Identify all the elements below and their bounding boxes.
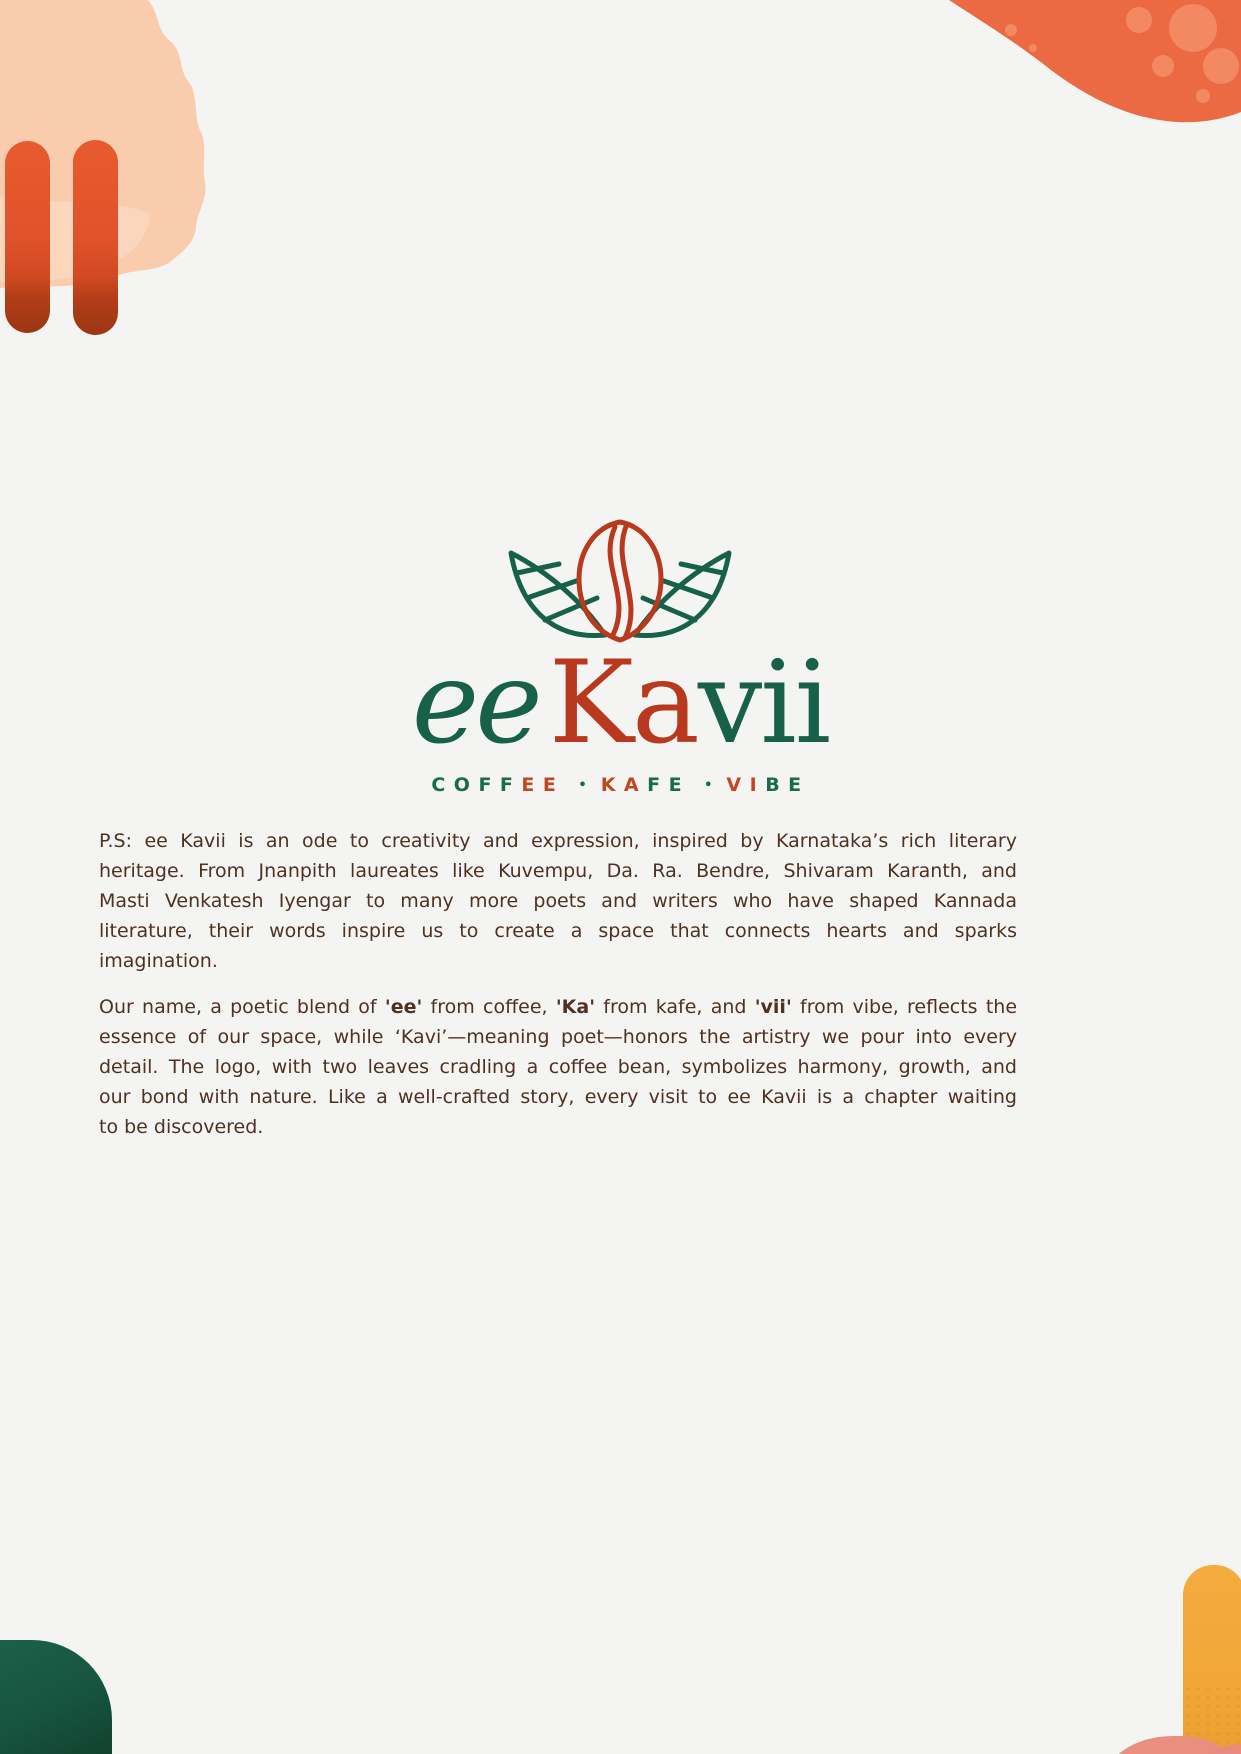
paragraph-line (99, 1022, 1017, 1052)
text-run: Our name, a poetic blend of (99, 996, 385, 1018)
text-run: to be discovered. (99, 1116, 264, 1138)
tagline-bullet: • (704, 778, 713, 793)
leaf-right-icon (635, 553, 729, 636)
orange-paint-stroke-left (5, 141, 50, 333)
wordmark-segment: ee (411, 636, 539, 769)
coffee-bean-icon (579, 522, 661, 640)
text-run: from coffee, (422, 996, 556, 1018)
paragraph-line (99, 992, 1017, 1022)
paragraph-line (99, 1112, 1017, 1142)
paragraph-line (99, 1052, 1017, 1082)
text-run: from vibe, reflects the (791, 996, 1018, 1018)
orange-blob-speckles (1005, 4, 1239, 103)
text-run: literature, their words inspire us to create a space that connects hearts and sparks (99, 920, 1017, 942)
text-run: Masti Venkatesh Iyengar to many more poets and writers who have shaped Kannada (99, 890, 1017, 912)
brand-tagline (0, 774, 1241, 796)
paragraph (99, 826, 1017, 976)
paragraph-line (99, 1082, 1017, 1112)
orange-blob-shape (949, 0, 1241, 122)
text-run: heritage. From Jnanpith laureates like Kuvempu, Da. Ra. Bendre, Shivaram Karanth, and (99, 860, 1017, 882)
paragraph-line (99, 916, 1017, 946)
yellow-corner-blob (1183, 1565, 1241, 1754)
ee-kavii-logo-icon (503, 519, 737, 643)
text-run: detail. The logo, with two leaves cradling a coffee bean, symbolizes harmony, growth, and (99, 1056, 1017, 1078)
bold-text-run: 'Ka' (555, 996, 596, 1018)
paragraph-line (99, 946, 1017, 976)
bold-text-run: 'vii' (754, 996, 792, 1018)
text-run: essence of our space, while ‘Kavi’—meaning poet—honors the artistry we pour into every (99, 1026, 1017, 1048)
wordmark-segment: vii (697, 636, 830, 769)
tagline-segment: BE (765, 774, 810, 796)
orange-corner-blob (941, 0, 1241, 150)
orange-paint-stroke-right (73, 140, 118, 335)
brand-wordmark (0, 636, 1241, 769)
paragraph-line (99, 856, 1017, 886)
tagline-segment: EE (521, 774, 565, 796)
text-run: P.S: ee Kavii is an ode to creativity and expression, inspired by Karnataka’s rich literary (99, 830, 1017, 852)
tagline-bullet: • (578, 778, 587, 793)
pink-corner-blob-small (1206, 1744, 1241, 1754)
text-run: our bond with nature. Like a well-crafted story, every visit to ee Kavii is a chapter waiting (99, 1086, 1017, 1108)
paragraph-line (99, 886, 1017, 916)
tagline-segment: VI (726, 774, 766, 796)
green-corner-blob (0, 1640, 112, 1754)
wordmark-segment: Ka (548, 636, 698, 769)
tagline-segment: COFF (431, 774, 522, 796)
body-paragraphs (99, 826, 1017, 1158)
bold-text-run: 'ee' (384, 996, 423, 1018)
paragraph-line (99, 826, 1017, 856)
text-run: from kafe, and (595, 996, 755, 1018)
tagline-segment: FE (647, 774, 691, 796)
paragraph (99, 992, 1017, 1142)
pink-corner-blob (1104, 1736, 1241, 1754)
tagline-segment: KA (600, 774, 648, 796)
text-run: imagination. (99, 950, 218, 972)
